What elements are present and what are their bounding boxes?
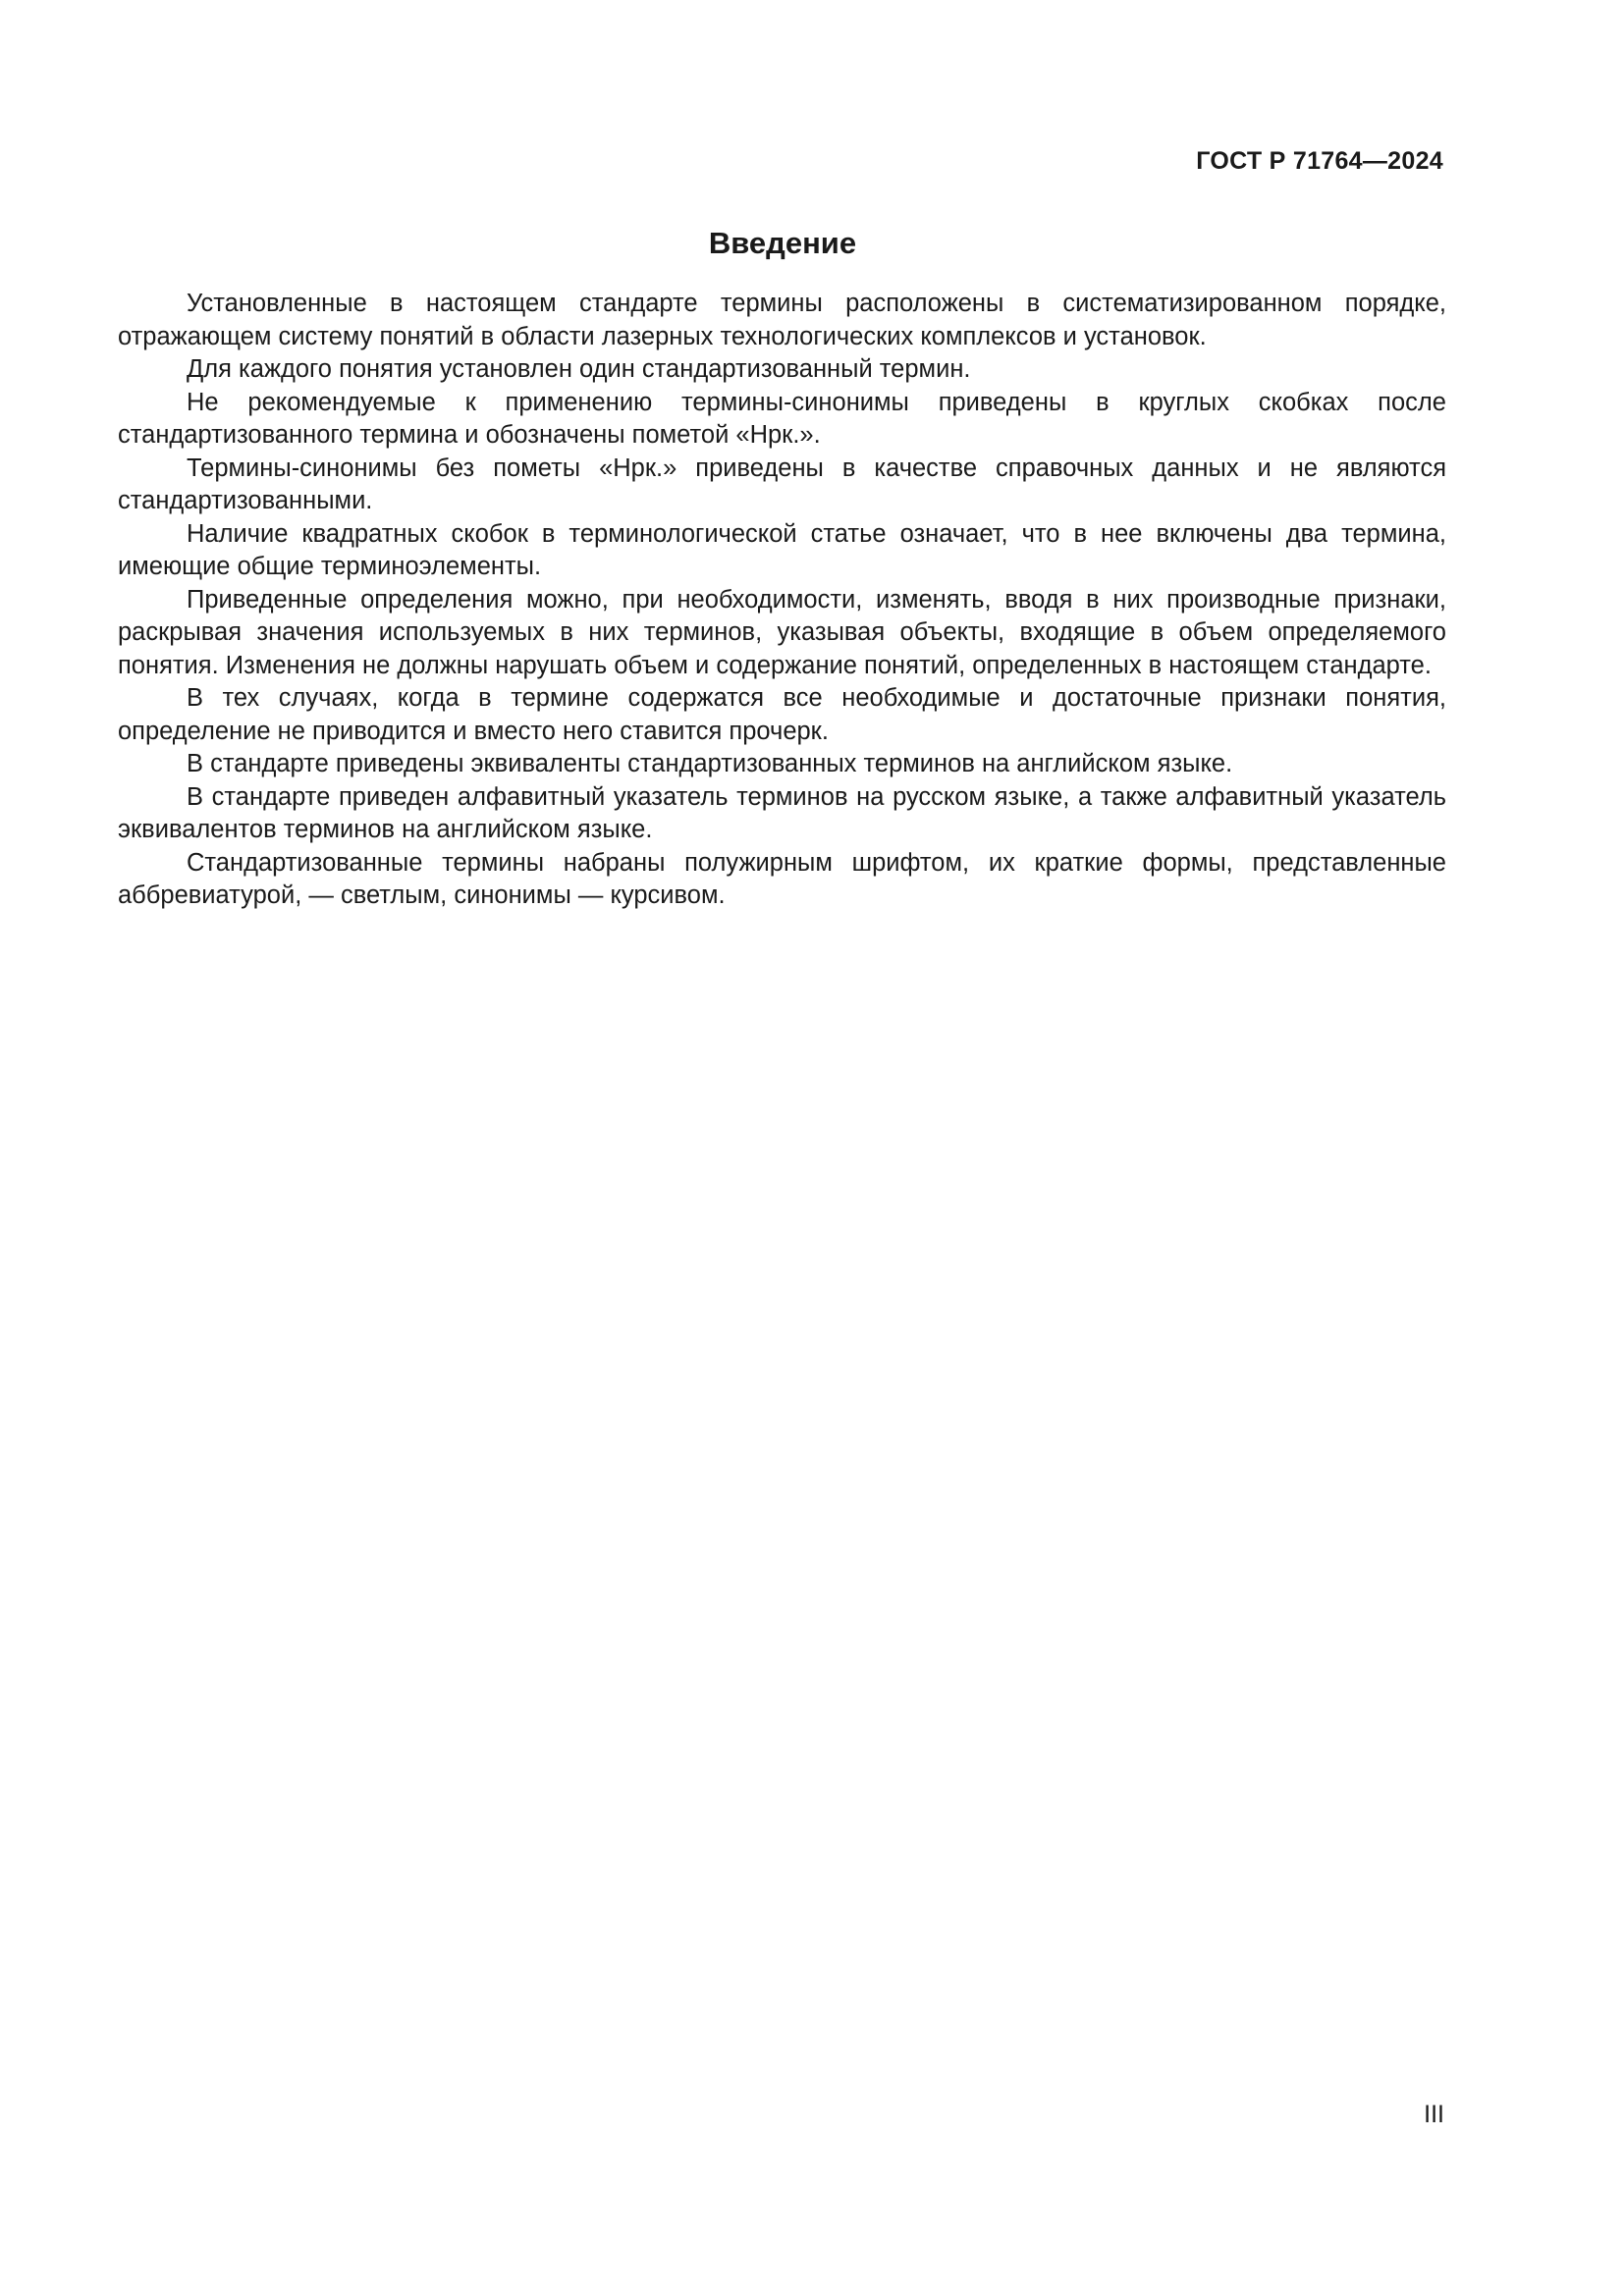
paragraph: Установленные в настоящем стандарте термины расположены в систематизированном порядке, отражающем систему понятий в области лазерных технологических комплексов и установок. — [118, 290, 1446, 350]
paragraph: Не рекомендуемые к применению термины-синонимы приведены в круглых скобках после стандартизованного термина и обозначены пометой «Нрк.». — [118, 388, 1446, 449]
introduction-body — [118, 288, 1446, 913]
paragraph: В стандарте приведен алфавитный указатель терминов на русском языке, а также алфавитный указатель эквивалентов терминов на английском языке. — [118, 782, 1446, 843]
paragraph: Стандартизованные термины набраны полужирным шрифтом, их краткие формы, представленные аббревиатурой, — светлым, синонимы — курсивом. — [118, 848, 1446, 909]
paragraph: В стандарте приведены эквиваленты стандартизованных терминов на английском языке. — [187, 750, 1233, 777]
paragraph: Наличие квадратных скобок в терминологической статье означает, что в нее включены два термина, имеющие общие терминоэлементы. — [118, 519, 1446, 580]
paragraph: Термины-синонимы без пометы «Нрк.» приведены в качестве справочных данных и не являются стандартизованными. — [118, 454, 1446, 514]
page-number: III — [1424, 2101, 1444, 2128]
document-code: ГОСТ Р 71764—2024 — [1196, 147, 1443, 175]
paragraph: Для каждого понятия установлен один стандартизованный термин. — [187, 355, 971, 383]
section-title: Введение — [708, 226, 857, 260]
paragraph: Приведенные определения можно, при необходимости, изменять, вводя в них производные признаки, раскрывая значения используемых в них терминов, указывая объекты, входящие в объем определяемого понятия. Изменения не должны нарушать объем и содержание понятий, определенных в настоящем стандарте. — [118, 585, 1446, 679]
paragraph: В тех случаях, когда в термине содержатся все необходимые и достаточные признаки понятия, определение не приводится и вместо него ставится прочерк. — [118, 684, 1446, 745]
